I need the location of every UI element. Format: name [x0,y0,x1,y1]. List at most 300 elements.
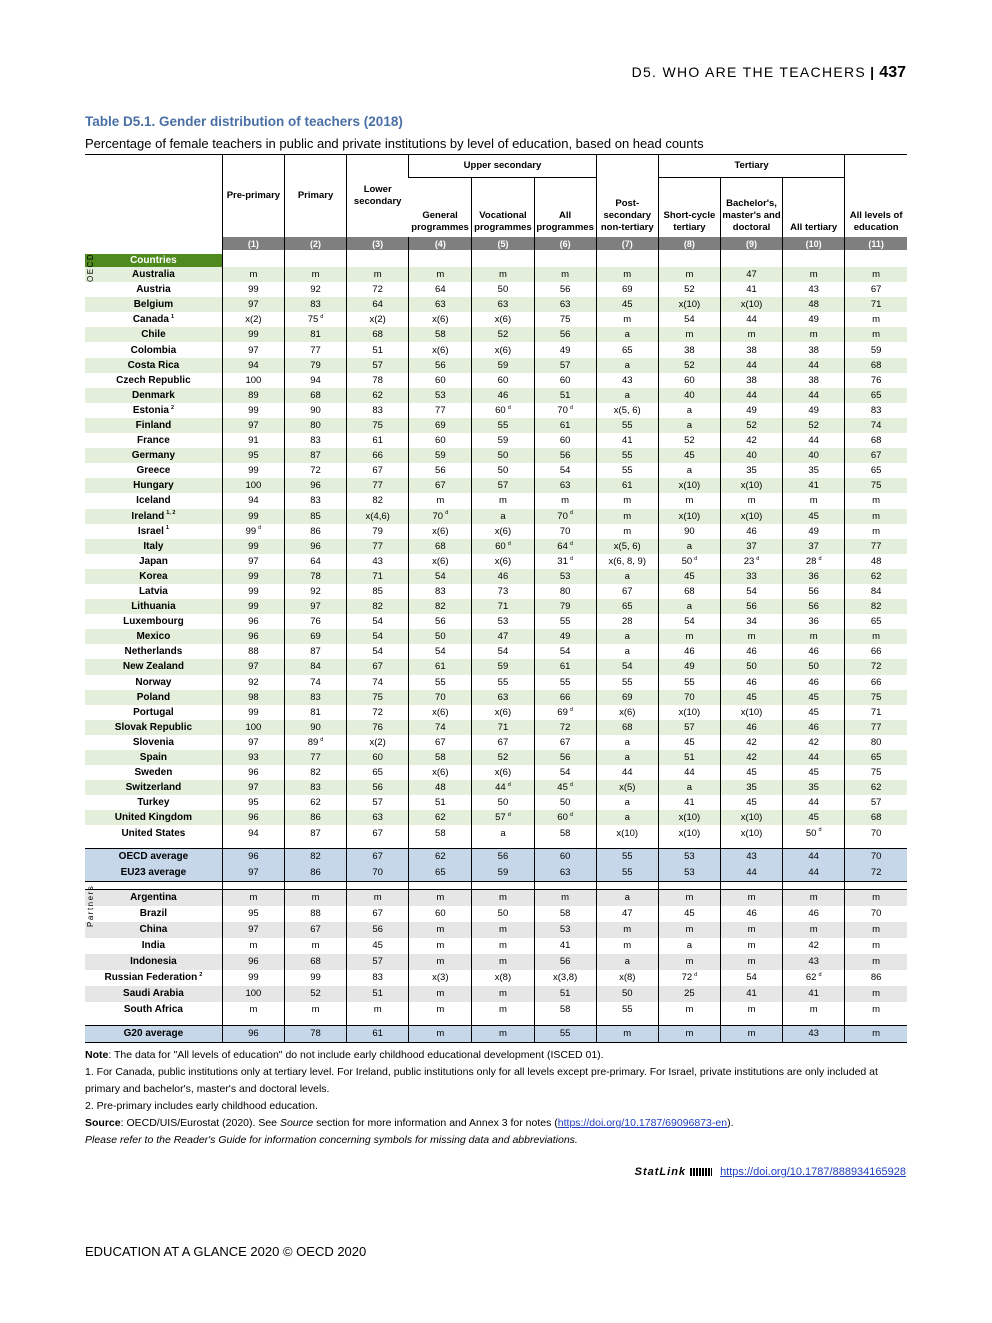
note-general: Note: The data for "All levels of education" do not include early childhood educational development (ISCED 01). [85,1049,604,1061]
data-cell: 46 [783,644,845,659]
data-cell: 58 [409,825,472,840]
country-row [85,554,907,569]
data-cell: 54 [347,629,409,644]
data-cell: 48 [783,297,845,312]
section-title: D5. WHO ARE THE TEACHERS [631,64,867,80]
data-cell: 49 [658,659,720,674]
data-cell: 46 [720,906,782,922]
statlink-logo-icon [690,1168,712,1176]
data-cell: x(6) [472,342,534,357]
data-cell: 94 [284,373,346,388]
data-cell: 50 [534,795,596,810]
data-cell: 66 [347,448,409,463]
data-cell: 96 [222,810,284,825]
data-cell: 96 [222,614,284,629]
data-cell: x(8) [596,970,658,986]
data-cell: 46 [472,388,534,403]
data-cell: m [845,938,907,954]
data-cell: 67 [347,906,409,922]
data-cell: 49 [783,312,845,327]
data-cell: 55 [534,614,596,629]
data-cell: 78 [347,373,409,388]
data-cell: m [472,1002,534,1018]
data-cell: 60 [658,373,720,388]
data-cell: 74 [409,720,472,735]
country-row [85,297,907,312]
data-cell: 52 [472,750,534,765]
data-cell: 99 $^d$ [222,524,284,539]
data-cell: m [783,922,845,938]
data-cell: m [720,1025,782,1042]
data-cell: 96 [284,478,346,493]
statlink-url[interactable]: https://doi.org/10.1787/888934165928 [720,1166,906,1178]
data-cell: 75 [845,690,907,705]
data-cell: m [409,493,472,508]
data-cell: x(10) [658,705,720,720]
data-cell: 54 [534,765,596,780]
data-cell: m [783,889,845,906]
data-cell: 34 [720,614,782,629]
data-cell: 83 [284,493,346,508]
data-cell: 99 [222,282,284,297]
data-cell: 49 [534,629,596,644]
row-label: Canada $^1$ [132,314,174,326]
partner-row [85,906,907,922]
data-cell: 91 [222,433,284,448]
data-cell: 67 [284,922,346,938]
row-label: Colombia [130,344,177,356]
data-cell: 83 [284,690,346,705]
data-cell: a [596,629,658,644]
data-cell: 99 [222,705,284,720]
data-cell: 55 [596,448,658,463]
data-cell: 56 [472,848,534,865]
data-cell: x(10) [658,297,720,312]
data-cell: 97 [222,865,284,882]
source-link[interactable]: https://doi.org/10.1787/69096873-en [557,1117,728,1129]
data-cell: m [720,629,782,644]
data-cell: 67 [347,659,409,674]
data-cell: 77 [347,539,409,554]
data-cell: 43 [347,554,409,569]
data-cell: 49 [783,524,845,539]
data-cell: 60 [472,373,534,388]
data-cell: x(6) [409,342,472,357]
data-cell: 83 [284,433,346,448]
row-label: Lithuania [85,599,222,614]
data-cell: m [783,327,845,342]
data-cell: x(10) [720,705,782,720]
page-footer: EDUCATION AT A GLANCE 2020 © OECD 2020 [85,1244,367,1259]
row-label: Poland [85,690,222,705]
data-cell: 54 [347,614,409,629]
data-cell: 52 [284,986,346,1002]
data-cell: 53 [472,614,534,629]
row-label: Chile [85,327,222,342]
data-cell: 53 [409,388,472,403]
data-cell: m [845,954,907,970]
data-cell: 55 [596,865,658,882]
data-cell: 54 [658,312,720,327]
data-cell: 67 [347,463,409,478]
row-label: Netherlands [124,646,183,658]
row-label: Spain [85,750,222,765]
data-cell: 47 [720,267,782,282]
data-cell: m [347,889,409,906]
country-row [85,524,907,539]
data-cell: 45 [720,690,782,705]
data-cell: 67 [472,735,534,750]
data-cell: 84 [284,659,346,674]
data-cell: m [472,922,534,938]
data-cell: m [783,493,845,508]
country-row [85,509,907,524]
row-label: Portugal [133,706,174,718]
data-cell: 99 [222,584,284,599]
data-cell: 44 [783,865,845,882]
row-label: Estonia $^2$ [132,404,174,416]
data-cell: x(10) [596,825,658,840]
col-number: (4) [409,237,472,250]
data-cell: 65 [845,614,907,629]
data-cell: 58 [534,825,596,840]
data-cell: 59 [409,448,472,463]
row-label: Saudi Arabia [85,986,222,1002]
data-cell: 68 [658,584,720,599]
data-cell: x(10) [658,825,720,840]
data-cell: 56 [720,599,782,614]
data-cell: 53 [534,922,596,938]
data-cell: 100 [222,478,284,493]
data-cell: x(10) [720,509,782,524]
data-cell: 97 [222,659,284,674]
row-label: New Zealand [85,659,222,674]
col-lower-secondary: Lower secondary [347,155,409,238]
country-row [85,659,907,674]
data-cell: m [845,493,907,508]
data-cell: 38 [720,342,782,357]
data-cell: 87 [284,825,346,840]
data-cell: 40 [783,448,845,463]
data-cell: 76 [284,614,346,629]
data-cell: 44 [658,765,720,780]
data-cell: 100 [222,986,284,1002]
country-row [85,463,907,478]
data-cell: x(10) [720,825,782,840]
data-cell: m [596,493,658,508]
data-cell: 61 [347,433,409,448]
data-cell: m [596,922,658,938]
data-cell: 40 [720,448,782,463]
data-cell: m [347,267,409,282]
data-cell: 97 [222,554,284,569]
data-cell: 83 [347,970,409,986]
data-cell: x(3,8) [534,970,596,986]
data-cell: 45 $^d$ [534,780,596,795]
data-cell: 63 [534,865,596,882]
data-cell: 45 [783,690,845,705]
data-cell: x(6) [409,312,472,327]
data-cell: 50 [472,795,534,810]
data-cell: 70 $^d$ [534,509,596,524]
col-general: General programmes [411,210,469,233]
data-cell: m [284,889,346,906]
data-cell: 61 [596,478,658,493]
data-cell: 65 [845,388,907,403]
country-row [85,735,907,750]
data-cell: 75 [845,765,907,780]
data-cell: 65 [845,463,907,478]
col-number: (9) [720,237,782,250]
data-cell: 87 [284,644,346,659]
data-cell: 100 [222,373,284,388]
partner-row [85,889,907,906]
data-cell: 56 [534,282,596,297]
data-cell: 97 [284,599,346,614]
running-header [632,64,906,82]
col-number: (10) [783,237,845,250]
data-cell: 71 [472,599,534,614]
row-label: Iceland [136,495,171,507]
data-cell: m [658,922,720,938]
data-cell: 55 [596,675,658,690]
data-cell: 77 [845,720,907,735]
data-cell: 69 [284,629,346,644]
data-cell: m [409,267,472,282]
data-cell: 43 [783,954,845,970]
data-cell: 41 [783,478,845,493]
data-cell: 83 [409,584,472,599]
data-cell: m [409,922,472,938]
data-cell: 55 [596,1002,658,1018]
data-cell: 92 [222,675,284,690]
row-label: Belgium [85,297,222,312]
data-cell: 38 [720,373,782,388]
row-label: Russian Federation $^2$ [104,971,203,984]
data-cell: 51 [347,986,409,1002]
data-cell: 72 [284,463,346,478]
data-cell: 78 [284,1025,346,1042]
average-row [85,865,907,882]
data-cell: 51 [658,750,720,765]
data-cell: 33 [720,569,782,584]
data-cell: 49 [720,403,782,418]
data-cell: 75 $^d$ [284,312,346,327]
data-cell: 36 [783,569,845,584]
data-cell: 63 [409,297,472,312]
row-label: Denmark [85,388,222,403]
data-cell: 52 [472,327,534,342]
data-cell: m [658,889,720,906]
row-label: Latvia [138,586,168,598]
g20-row [85,1025,907,1042]
data-cell: 36 [783,614,845,629]
row-label: Turkey [137,797,170,809]
data-cell: 62 [284,795,346,810]
data-cell: 56 [347,922,409,938]
data-cell: x(6) [472,554,534,569]
countries-header: Countries [85,254,222,267]
data-cell: 64 [409,282,472,297]
data-cell: x(10) [658,810,720,825]
col-post-secondary: Post-secondary non-tertiary [596,155,658,238]
data-cell: 42 [720,750,782,765]
data-cell: 54 [409,644,472,659]
data-cell: 46 [720,675,782,690]
data-cell: m [720,1002,782,1018]
data-cell: 58 [409,327,472,342]
data-cell: m [409,938,472,954]
data-cell: 62 $^d$ [783,970,845,986]
data-cell: m [783,1002,845,1018]
data-cell: m [845,509,907,524]
data-cell: a [596,954,658,970]
data-cell: 81 [284,705,346,720]
data-cell: 54 [720,970,782,986]
data-cell: 99 [284,970,346,986]
col-short-cycle: Short-cycle tertiary [658,178,720,238]
data-cell: 61 [534,659,596,674]
data-cell: m [472,938,534,954]
data-cell: 55 [596,463,658,478]
page-number: 437 [879,64,906,81]
data-cell: 71 [472,720,534,735]
partner-row [85,1002,907,1018]
data-cell: 44 [783,750,845,765]
data-cell: 46 [658,644,720,659]
data-cell: 54 [534,463,596,478]
data-cell: 88 [222,644,284,659]
data-cell: 67 [409,735,472,750]
row-label: Germany [85,448,222,463]
data-cell: 58 [409,750,472,765]
data-cell: x(5) [596,780,658,795]
data-cell: m [409,1002,472,1018]
col-number: (3) [347,237,409,250]
data-cell: 85 [284,509,346,524]
data-cell: 64 [347,297,409,312]
row-label: United States [121,827,186,839]
data-cell: m [720,954,782,970]
data-cell: m [409,954,472,970]
country-row [85,780,907,795]
data-cell: 45 [720,765,782,780]
data-cell: 72 [534,720,596,735]
data-cell: 66 [534,690,596,705]
data-cell: 54 [347,644,409,659]
data-cell: 52 [658,282,720,297]
data-cell: 50 $^d$ [783,825,845,840]
data-cell: 68 [845,358,907,373]
data-cell: 46 [472,569,534,584]
data-cell: 52 [658,358,720,373]
data-cell: m [845,629,907,644]
data-cell: 56 [347,780,409,795]
data-cell: a [596,388,658,403]
data-cell: 69 $^d$ [534,705,596,720]
data-cell: 42 [720,735,782,750]
data-cell: 77 [845,539,907,554]
data-cell: 61 [347,1025,409,1042]
data-cell: 56 [783,599,845,614]
data-cell: 60 [534,373,596,388]
data-cell: 67 [534,735,596,750]
data-cell: 72 [845,865,907,882]
data-cell: a [658,599,720,614]
col-number: (11) [845,237,907,250]
data-cell: 42 [720,433,782,448]
data-cell: 98 [222,690,284,705]
data-cell: 52 [720,418,782,433]
data-cell: m [472,954,534,970]
data-cell: 99 [222,569,284,584]
data-cell: 95 [222,795,284,810]
data-cell: 80 [284,418,346,433]
data-cell: 65 [596,599,658,614]
data-cell: 50 [720,659,782,674]
data-cell: 55 [409,675,472,690]
data-cell: 82 [347,599,409,614]
data-cell: 89 [222,388,284,403]
data-cell: 75 [845,478,907,493]
data-cell: 76 [845,373,907,388]
data-cell: 61 [409,659,472,674]
data-cell: a [472,509,534,524]
data-cell: x(6) [409,765,472,780]
data-cell: 71 [845,297,907,312]
data-cell: m [284,267,346,282]
data-cell: 60 [534,848,596,865]
data-cell: x(6) [409,705,472,720]
data-cell: 53 [658,865,720,882]
readers-guide-note: Please refer to the Reader's Guide for information concerning symbols for missing data and abbreviations. [85,1134,578,1146]
data-cell: 45 [783,705,845,720]
data-cell: 80 [845,735,907,750]
data-cell: 25 [658,986,720,1002]
data-cell: 64 $^d$ [534,539,596,554]
data-cell: 67 [347,825,409,840]
data-cell: 55 [472,418,534,433]
partner-row [85,970,907,986]
data-cell: 56 [534,750,596,765]
data-cell: m [409,986,472,1002]
data-cell: 41 [658,795,720,810]
data-cell: x(6) [472,765,534,780]
data-cell: 60 $^d$ [472,539,534,554]
data-cell: m [845,524,907,539]
data-cell: 64 [284,554,346,569]
data-cell: 57 [347,795,409,810]
side-label-oecd: OECD [86,252,95,282]
data-cell: 54 [409,569,472,584]
data-cell: 59 [472,433,534,448]
data-cell: m [783,267,845,282]
data-cell: 76 [347,720,409,735]
data-cell: 56 [534,954,596,970]
data-cell: 45 [720,795,782,810]
stub-header [85,155,222,238]
data-cell: 79 [347,524,409,539]
data-cell: 45 [596,297,658,312]
group-tertiary: Tertiary [658,155,844,178]
data-cell: 69 [409,418,472,433]
data-cell: 45 [658,448,720,463]
data-cell: 99 [222,539,284,554]
statlink-label: StatLink [634,1166,687,1178]
country-row [85,750,907,765]
row-label: Luxembourg [123,616,184,628]
row-label: Brazil [139,908,168,920]
